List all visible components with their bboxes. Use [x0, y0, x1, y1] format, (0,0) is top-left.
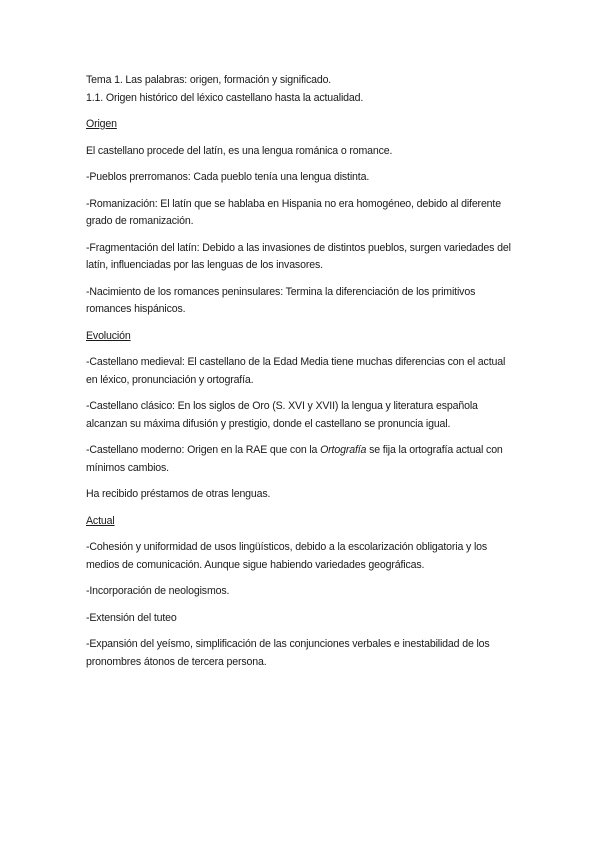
- evolucion-paragraph-moderno: [86, 442, 516, 477]
- origen-paragraph: -Fragmentación del latín: Debido a las invasiones de distintos pueblos, surgen variedades del latín, influenciadas por las lenguas de los invasores.: [86, 241, 511, 271]
- origen-paragraph: -Nacimiento de los romances peninsulares: Termina la diferenciación de los primitivos romances hispánicos.: [86, 285, 476, 315]
- origen-paragraph: -Romanización: El latín que se hablaba en Hispania no era homogéneo, debido al diferente grado de romanización.: [86, 197, 501, 227]
- section-heading-origen: Origen: [86, 118, 117, 130]
- origen-paragraph: -Pueblos prerromanos: Cada pueblo tenía una lengua distinta.: [86, 171, 370, 183]
- spacer: [86, 107, 516, 116]
- moderno-text-italic: Ortografía: [320, 444, 367, 456]
- actual-paragraph: -Extensión del tuteo: [86, 611, 177, 624]
- actual-paragraph: -Expansión del yeísmo, simplificación de las conjunciones verbales e inestabilidad de los pronombres átonos de tercera persona.: [86, 638, 490, 668]
- document-title: Tema 1. Las palabras: origen, formación y significado.: [86, 74, 332, 86]
- section-heading-evolucion: Evolución: [86, 329, 131, 342]
- evolucion-paragraph: -Castellano medieval: El castellano de la Edad Media tiene muchas diferencias con el actual en léxico, pronunciación y ortografía.: [86, 356, 506, 386]
- moderno-text-before: -Castellano moderno: Origen en la RAE que con la: [86, 444, 321, 456]
- moderno-text-after: se fija la ortografía actual con mínimos cambios.: [86, 444, 503, 474]
- evolucion-paragraph: -Castellano clásico: En los siglos de Oro (S. XVI y XVII) la lengua y literatura española alcanzan su máxima difusión y prestigio, donde el castellano se pronuncia igual.: [86, 400, 478, 430]
- evolucion-closing-paragraph: Ha recibido préstamos de otras lenguas.: [86, 488, 271, 500]
- actual-paragraph: -Incorporación de neologismos.: [86, 585, 230, 597]
- actual-paragraph: -Cohesión y uniformidad de usos lingüísticos, debido a la escolarización obligatoria y los medios de comunicación. Aunque sigue habiendo variedades geográficas.: [86, 541, 488, 571]
- section-heading-actual: Actual: [86, 514, 115, 527]
- origen-paragraph: El castellano procede del latín, es una lengua románica o romance.: [86, 144, 393, 157]
- document-subtitle: 1.1. Origen histórico del léxico castellano hasta la actualidad.: [86, 91, 364, 104]
- document-content: [86, 72, 516, 680]
